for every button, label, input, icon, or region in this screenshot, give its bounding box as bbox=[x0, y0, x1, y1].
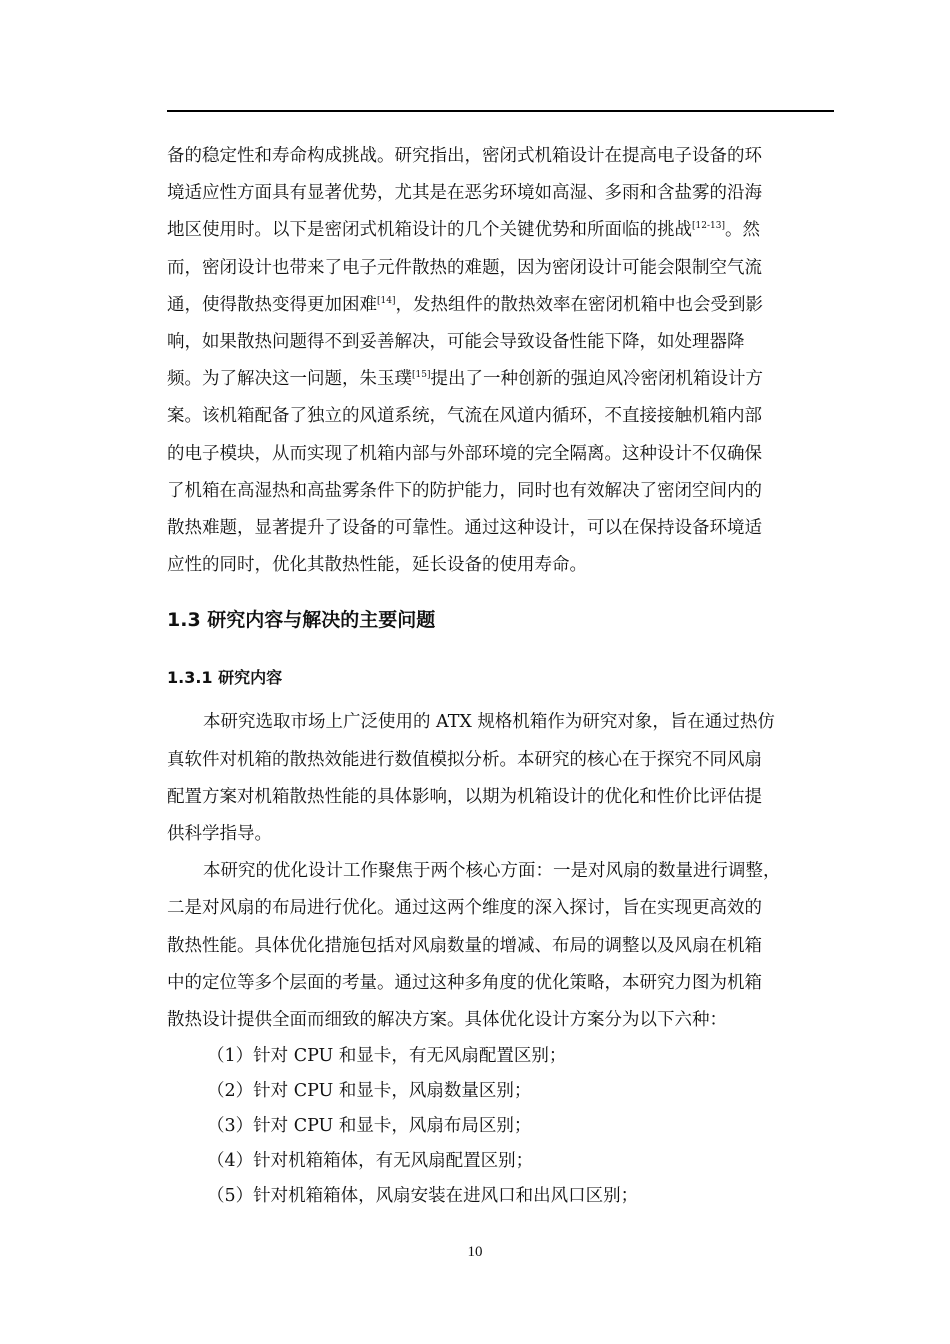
text-line: 散热设计提供全面而细致的解决方案。具体优化设计方案分为以下六种： bbox=[167, 1010, 727, 1031]
text-line: 应性的同时，优化其散热性能，延长设备的使用寿命。 bbox=[167, 555, 587, 576]
text-line: 本研究的优化设计工作聚焦于两个核心方面：一是对风扇的数量进行调整， bbox=[203, 861, 781, 882]
text-line: 本研究选取市场上广泛使用的 ATX 规格机箱作为研究对象，旨在通过热仿 bbox=[203, 712, 775, 733]
text-line: 的电子模块，从而实现了机箱内部与外部环境的完全隔离。这种设计不仅确保 bbox=[167, 443, 762, 464]
list-item: （4）针对机箱箱体，有无风扇配置区别； bbox=[207, 1151, 534, 1172]
header-rule bbox=[167, 110, 834, 112]
page-number: 10 bbox=[467, 1244, 483, 1260]
text-line: 境适应性方面具有显著优势，尤其是在恶劣环境如高湿、多雨和含盐雾的沿海 bbox=[167, 183, 762, 204]
body-paragraph-3 bbox=[167, 853, 834, 1039]
text-line: 配置方案对机箱散热性能的具体影响，以期为机箱设计的优化和性价比评估提 bbox=[167, 786, 762, 807]
citation-ref[interactable]: [12-13] bbox=[692, 221, 725, 232]
list-item: （1）针对 CPU 和显卡，有无风扇配置区别； bbox=[207, 1046, 567, 1067]
text-line: 通，使得散热变得更加困难[14]，发热组件的散热效率在密闭机箱中也会受到影 bbox=[167, 294, 763, 315]
body-paragraph-1 bbox=[167, 138, 834, 584]
citation-ref[interactable]: [15] bbox=[412, 370, 431, 381]
section-heading-1-3: 1.3 研究内容与解决的主要问题 bbox=[167, 609, 436, 632]
design-scheme-list bbox=[167, 1039, 834, 1214]
text-line: 了机箱在高湿热和高盐雾条件下的防护能力，同时也有效解决了密闭空间内的 bbox=[167, 480, 762, 501]
citation-ref[interactable]: [14] bbox=[377, 295, 396, 306]
text-line: 备的稳定性和寿命构成挑战。研究指出，密闭式机箱设计在提高电子设备的环 bbox=[167, 146, 762, 166]
page-body bbox=[167, 138, 834, 1214]
text-line: 而，密闭设计也带来了电子元件散热的难题，因为密闭设计可能会限制空气流 bbox=[167, 257, 762, 278]
text-line: 中的定位等多个层面的考量。通过这种多角度的优化策略，本研究力图为机箱 bbox=[167, 972, 762, 993]
body-paragraph-2 bbox=[167, 704, 834, 853]
text-line: 供科学指导。 bbox=[167, 824, 272, 845]
subsection-heading-1-3-1: 1.3.1 研究内容 bbox=[167, 668, 283, 688]
text-line: 散热难题，显著提升了设备的可靠性。通过这种设计，可以在保持设备环境适 bbox=[167, 518, 762, 539]
list-item: （3）针对 CPU 和显卡，风扇布局区别； bbox=[207, 1116, 532, 1137]
text-line: 散热性能。具体优化措施包括对风扇数量的增减、布局的调整以及风扇在机箱 bbox=[167, 935, 762, 956]
text-line: 真软件对机箱的散热效能进行数值模拟分析。本研究的核心在于探究不同风扇 bbox=[167, 749, 762, 770]
list-item: （2）针对 CPU 和显卡，风扇数量区别； bbox=[207, 1081, 532, 1102]
list-item: （5）针对机箱箱体，风扇安装在进风口和出风口区别； bbox=[207, 1186, 639, 1207]
text-line: 响，如果散热问题得不到妥善解决，可能会导致设备性能下降，如处理器降 bbox=[167, 332, 745, 353]
text-line: 案。该机箱配备了独立的风道系统，气流在风道内循环，不直接接触机箱内部 bbox=[167, 406, 762, 427]
text-line: 频。为了解决这一问题，朱玉璞[15]提出了一种创新的强迫风冷密闭机箱设计方 bbox=[167, 369, 763, 390]
text-line: 地区使用时。以下是密闭式机箱设计的几个关键优势和所面临的挑战[12-13]。然 bbox=[167, 220, 760, 241]
text-line: 二是对风扇的布局进行优化。通过这两个维度的深入探讨，旨在实现更高效的 bbox=[167, 898, 762, 919]
